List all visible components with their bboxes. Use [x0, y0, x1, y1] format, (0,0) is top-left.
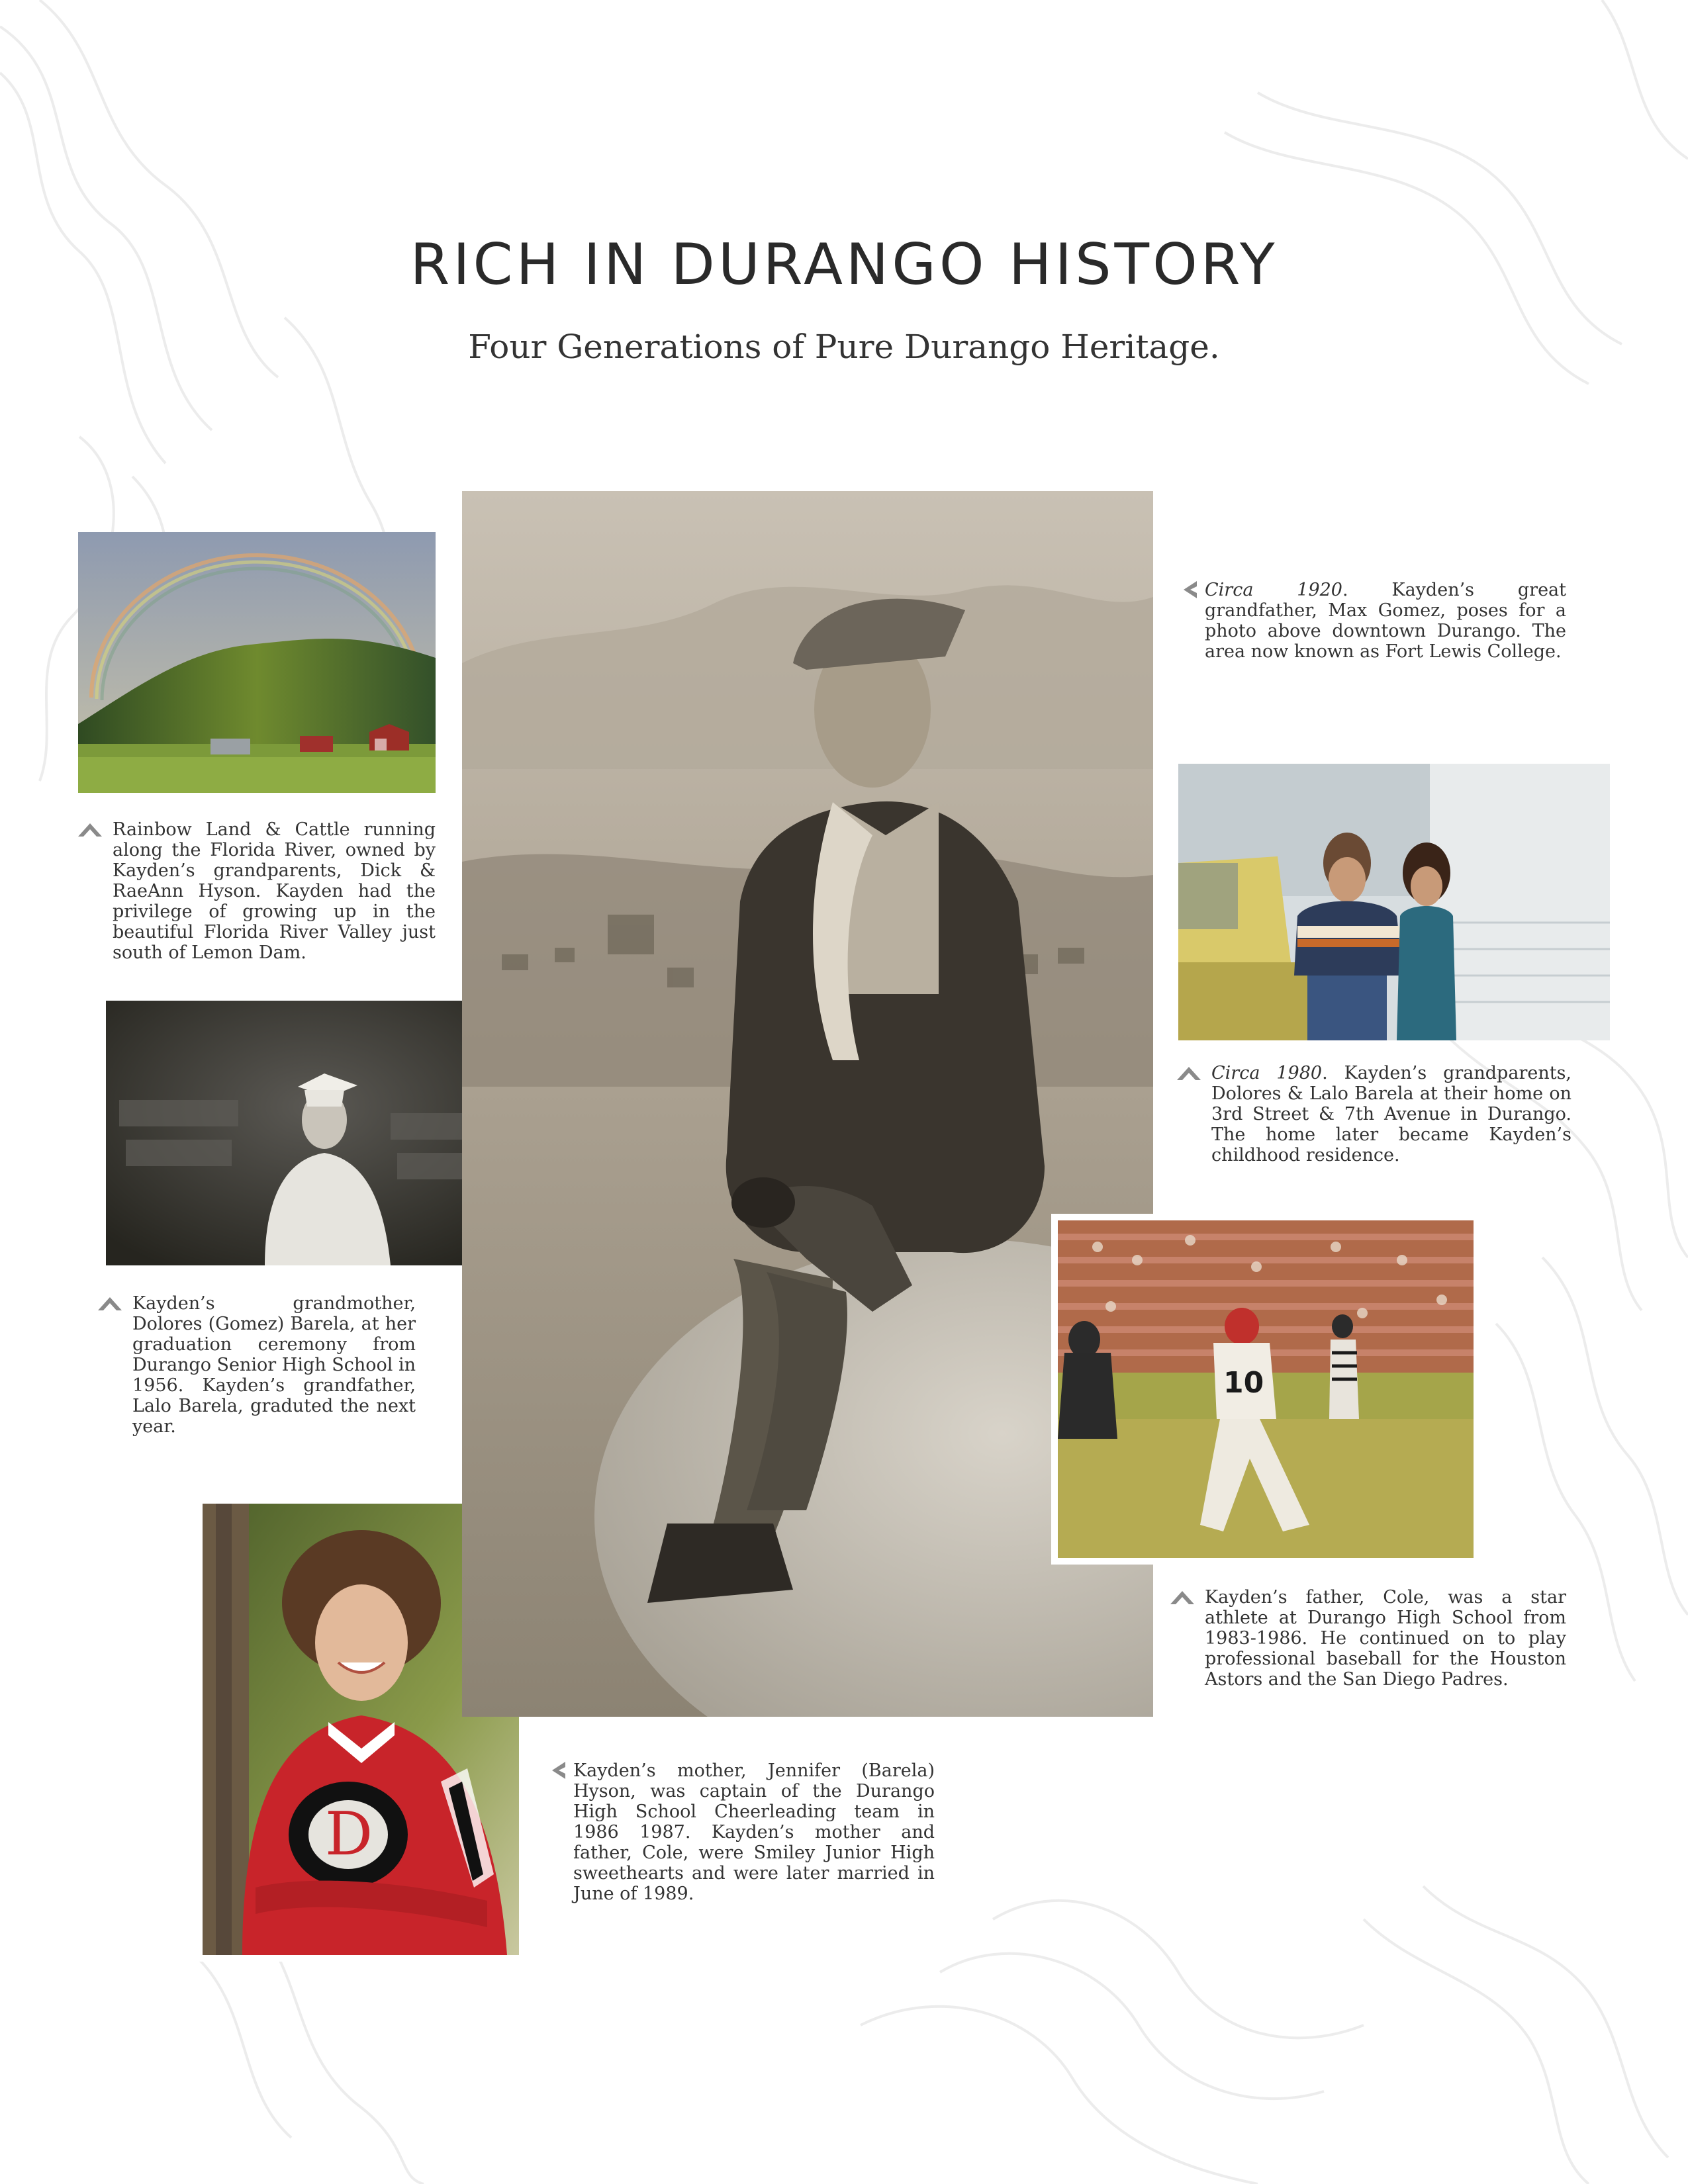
page-subtitle: Four Generations of Pure Durango Heritage. — [468, 328, 1220, 366]
caption-grandmother-text: Kayden’s grandmother, Dolores (Gomez) Barela, at her graduation ceremony from Durango Senior High School in 1956. Kayden’s grandfather, Lalo Barela, graduted the next year. — [132, 1293, 416, 1437]
caption-ranch — [113, 819, 436, 963]
chevron-up-icon — [1169, 1587, 1196, 1607]
caption-great-grandfather — [1205, 580, 1566, 662]
chevron-up-icon — [97, 1293, 123, 1313]
couple-photo — [1178, 764, 1610, 1040]
chevron-left-icon — [1177, 580, 1203, 600]
football-photo — [1051, 1214, 1480, 1565]
caption-father-text: Kayden’s father, Cole, was a star athlete at Durango High School from 1983-1986. He continued on to play professional baseball for the Houston Astors and the San Diego Padres. — [1205, 1587, 1566, 1690]
ranch-rainbow-photo — [78, 532, 436, 793]
caption-ranch-text: Rainbow Land & Cattle running along the Florida River, owned by Kayden’s grandparents, Dick & RaeAnn Hyson. Kayden had the privilege of growing up in the beautiful Florida River Valley just south of Lemon Dam. — [113, 819, 436, 963]
caption-grandmother — [132, 1293, 416, 1437]
svg-text:10: 10 — [1223, 1366, 1264, 1400]
caption-mother — [573, 1760, 935, 1904]
caption-grandparents-text: . Kayden’s grandparents, Dolores & Lalo Barela at their home on 3rd Street & 7th Avenue in Durango. The home later became Kayden’s childhood residence. — [1211, 1063, 1572, 1165]
chevron-up-icon — [1176, 1063, 1202, 1083]
caption-great-grandfather-circa: Circa 1920 — [1205, 580, 1342, 600]
max-gomez-photo — [462, 491, 1153, 1717]
caption-father — [1205, 1587, 1566, 1690]
page-title: RICH IN DURANGO HISTORY — [410, 232, 1278, 298]
chevron-up-icon — [77, 819, 103, 839]
chevron-left-icon — [545, 1760, 572, 1780]
caption-grandparents-circa: Circa 1980 — [1211, 1063, 1323, 1083]
caption-great-grandfather-text: . Kayden’s great grandfather, Max Gomez, poses for a photo above downtown Durango. The area now known as Fort Lewis College. — [1205, 580, 1566, 662]
svg-text:D: D — [325, 1799, 373, 1869]
caption-grandparents — [1211, 1063, 1571, 1165]
caption-mother-text: Kayden’s mother, Jennifer (Barela) Hyson, was captain of the Durango High School Cheerleading team in 1986 1987. Kayden’s mother and father, Cole, were Smiley Junior High sweethearts and were later married in June of 1989. — [573, 1760, 935, 1904]
